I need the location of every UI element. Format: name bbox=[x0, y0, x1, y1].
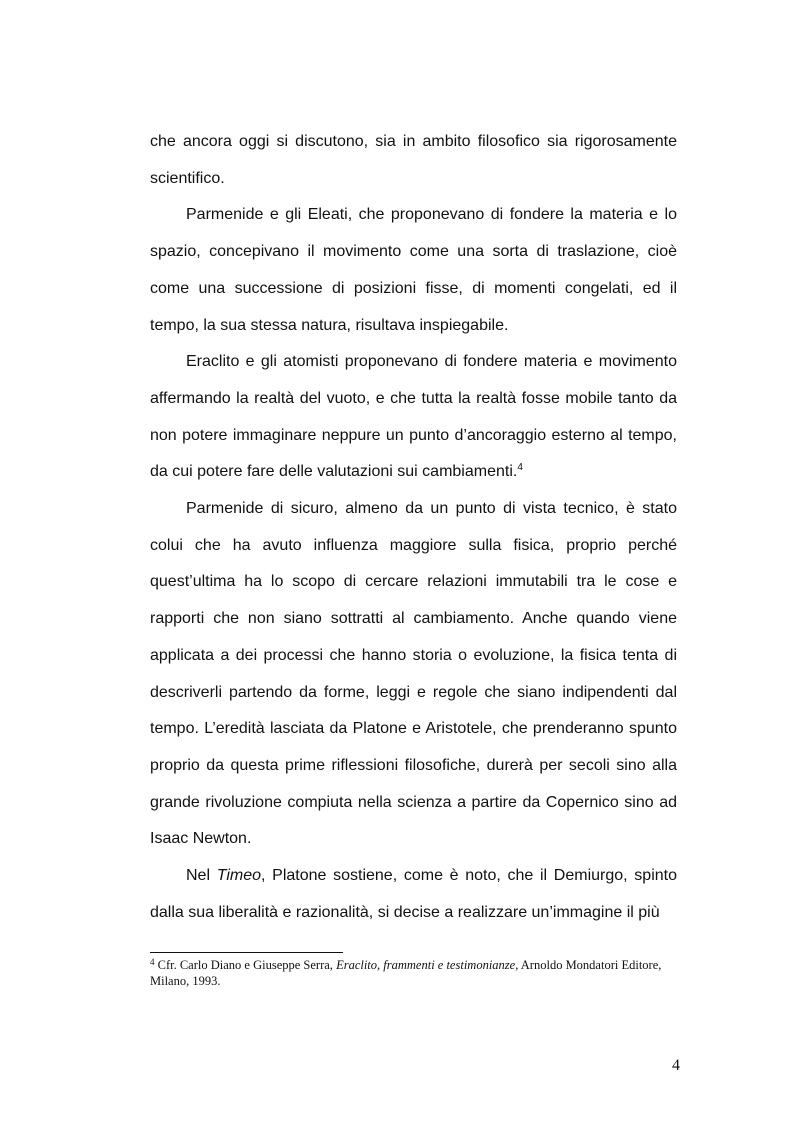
paragraph-4 bbox=[150, 491, 677, 858]
footnote-number: 4 bbox=[150, 957, 155, 967]
paragraph-1 bbox=[150, 124, 677, 197]
footnote-reference: 4 bbox=[517, 462, 523, 474]
timeo-title: Timeo bbox=[216, 867, 262, 885]
footnote bbox=[150, 958, 680, 989]
paragraph-5 bbox=[150, 858, 677, 931]
paragraph-5-start: Nel bbox=[186, 867, 217, 885]
paragraph-2-text: Parmenide e gli Eleati, che proponevano di fondere la materia e lo spazio, concepivano il movimento come una sorta di traslazione, cioè come una successione di posizioni fisse, di momenti congelati, ed il tempo, la sua stessa natura, risultava inspiegabile. bbox=[150, 206, 677, 334]
body-text bbox=[150, 124, 677, 931]
footnote-book-title: Eraclito, frammenti e testimonianze bbox=[336, 958, 516, 972]
page-number: 4 bbox=[672, 1057, 680, 1074]
paragraph-3-text: Eraclito e gli atomisti proponevano di fondere materia e movimento affermando la realtà del vuoto, e che tutta la realtà fosse mobile tanto da non potere immaginare neppure un punto d’ancoraggio esterno al tempo, da cui potere fare delle valutazioni sui cambiamenti. bbox=[150, 353, 677, 481]
paragraph-5-rest: , Platone sostiene, come è noto, che il Demiurgo, spinto dalla sua liberalità e razionalità, si decise a realizzare un’immagine il più bbox=[150, 867, 677, 921]
footnote-suffix: , Arnoldo Mondatori Editore, Milano, 1993. bbox=[150, 958, 662, 988]
paragraph-1-text: che ancora oggi si discutono, sia in ambito filosofico sia rigorosamente scientifico. bbox=[150, 133, 677, 187]
paragraph-2 bbox=[150, 197, 677, 344]
paragraph-4-text: Parmenide di sicuro, almeno da un punto di vista tecnico, è stato colui che ha avuto influenza maggiore sulla fisica, proprio perché quest’ultima ha lo scopo di cercare relazioni immutabili tra le cose e rapporti che non siano sottratti al cambiamento. Anche quando viene applicata a dei processi che hanno storia o evoluzione, la fisica tenta di descriverli partendo da forme, leggi e regole che siano indipendenti dal tempo. L’eredità lasciata da Platone e Aristotele, che prenderanno spunto proprio da questa prime riflessioni filosofiche, durerà per secoli sino alla grande rivoluzione compiuta nella scienza a partire da Copernico sino ad Isaac Newton. bbox=[150, 500, 677, 848]
paragraph-3 bbox=[150, 344, 677, 491]
footnote-divider bbox=[150, 952, 343, 953]
footnote-prefix: Cfr. Carlo Diano e Giuseppe Serra, bbox=[154, 958, 337, 972]
